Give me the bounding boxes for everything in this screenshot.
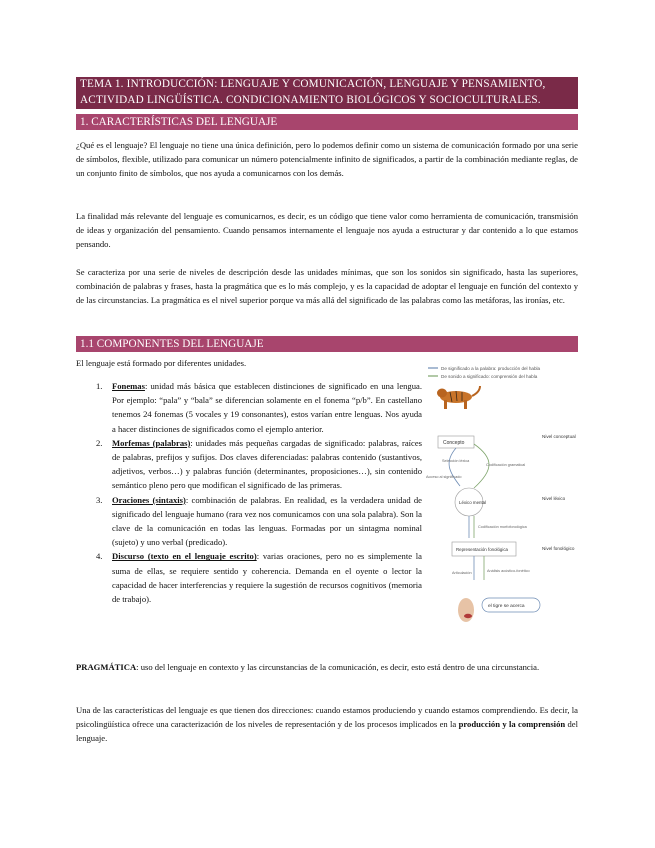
section-1-heading: 1. CARACTERÍSTICAS DEL LENGUAJE [76, 114, 578, 130]
list-item: 1. Fonemas: unidad más básica que establecen distinciones de significado en una lengua. Por ejemplo: “pala” y “bala” se diferencian solamente en el fonema “p/b”. En castellano tenemos 24 fonemas (5 vocales y 19 consonantes), estos varían entre lenguas. Nos ayuda a hacer distinciones de significados como el ejemplo anterior. [96, 381, 422, 434]
list-item: 2. Morfemas (palabras): unidades más pequeñas cargadas de significado: palabras, raíces de palabras, prefijos y sufijos. Dos claves diferenciadas: palabras contenido (sustantivos, adjetivos, verbos…) y palabras función (determinantes, proposiciones…), sin contenido semántico pleno pero que modifican el significado de las primeras. [96, 437, 422, 491]
label-nivel-lexico: Nivel léxico [542, 496, 566, 501]
node-lexico-mental: Léxico mental [459, 500, 487, 505]
label-seleccion-lexica: Selección léxica [442, 459, 470, 463]
label-nivel-conceptual: Nivel conceptual [542, 434, 576, 439]
legend-production: De significado a la palabra: producción del habla [441, 366, 541, 371]
list-item: 3. Oraciones (sintaxis): combinación de palabras. En realidad, es la verdadera unidad de significado del lenguaje humano (rara vez nos comunicamos con una sola palabra). Son la clave de la comunicación en todas las lenguas. Formadas por un sintagma nominal (sujeto) y uno verbal (predicado). [96, 494, 422, 548]
components-intro: El lenguaje está formado por diferentes unidades. [76, 358, 247, 368]
paragraph-definition: ¿Qué es el lenguaje? El lenguaje no tiene una única definición, pero lo podemos definir como un sistema de comunicación formado por una serie de símbolos, flexible, utilizado para comunicar un número potencialmente infinito de significados, a partir de la combinación mediante reglas, de un conjunto finito de símbolos, que nos ayuda a comunicarnos con los demás. [76, 140, 578, 179]
topic-title-banner [76, 77, 578, 109]
term-comprension: la comprensión [509, 719, 566, 730]
paragraph-purpose: La finalidad más relevante del lenguaje es comunicarnos, es decir, es un código que tiene valor como herramienta de comunicación, transmisión de ideas y organización del pensamiento. Cuando pensamos internamente el lenguaje nos ayuda a estructurar y dar contenido a lo que estamos pensando. [76, 211, 578, 250]
svg-text:el tigre se acerca: el tigre se acerca [488, 604, 525, 609]
node-representacion-fonologica: Representación fonológica [456, 547, 508, 552]
term-morfemas: Morfemas (palabras) [112, 437, 191, 448]
language-levels-diagram [424, 362, 578, 640]
term-discurso: Discurso (texto en el lenguaje escrito) [112, 551, 257, 562]
term-pragmatica: PRAGMÁTICA [76, 662, 137, 672]
term-produccion: producción [458, 719, 500, 730]
tiger-image [437, 386, 480, 409]
paragraph-levels: Se caracteriza por una serie de niveles de descripción desde las unidades mínimas, que son los sonidos sin significado, hasta las superiores, combinación de palabras y frases, hasta la pragmática que es lo más complejo, y es la capacidad de adoptar el lenguaje en función del contexto y de las circunstancias. La pragmática es el nivel superior porque va más allá del significado de las palabras como las metáforas, las ironías, etc. [76, 267, 578, 306]
components-list [76, 379, 422, 606]
term-oraciones: Oraciones (sintaxis) [112, 494, 186, 505]
label-articulacion: Articulación [452, 571, 472, 575]
label-analisis-acustico: Análisis acústico-fonético [487, 569, 530, 573]
paragraph-directions: Una de las características del lenguaje es que tienen dos direcciones: cuando estamos produciendo y cuando estamos comprendiendo. Es decir, la psicolingüística ofrece una caracterización de los niveles de representación y de los procesos implicados en la producción y la comprensión del lenguaje. [76, 705, 579, 744]
label-codificacion-gramatical: Codificación gramatical [486, 463, 526, 467]
topic-title-line-2: ACTIVIDAD LINGÜÍSTICA. CONDICIONAMIENTO BIOLÓGICOS Y SOCIOCULTURALES. [80, 93, 541, 106]
node-concepto: Concepto [443, 440, 465, 446]
label-acceso-significado: Acceso al significado [426, 475, 462, 479]
list-item: 4. Discurso (texto en el lenguaje escrito): varias oraciones, pero no es simplemente la suma de ellas, se requiere sentido y coherencia. Demanda en el oyente o lector la capacidad de hacer interferencias y requiere la sugestión de recursos cognitivos (memoria de trabajo). [96, 551, 422, 605]
label-codificacion-morfofonologica: Codificación morfofonológica [478, 525, 527, 529]
legend-comprehension: De sonido a significado: comprensión del habla [441, 374, 538, 379]
diagram-legend [428, 366, 541, 379]
term-fonemas: Fonemas [112, 381, 145, 391]
topic-title-line-1: TEMA 1. INTRODUCCIÓN: LENGUAJE Y COMUNICACIÓN, LENGUAJE Y PENSAMIENTO, [80, 78, 546, 90]
speech-bubble [482, 598, 540, 612]
section-1-1-heading: 1.1 COMPONENTES DEL LENGUAJE [76, 336, 578, 352]
label-nivel-fonologico: Nivel fonológico [542, 546, 575, 551]
speaker-face-image [458, 598, 474, 622]
paragraph-pragmatica: PRAGMÁTICA: uso del lenguaje en contexto y las circunstancias de la comunicación, es decir, esto está dentro de una circunstancia. [76, 662, 540, 672]
